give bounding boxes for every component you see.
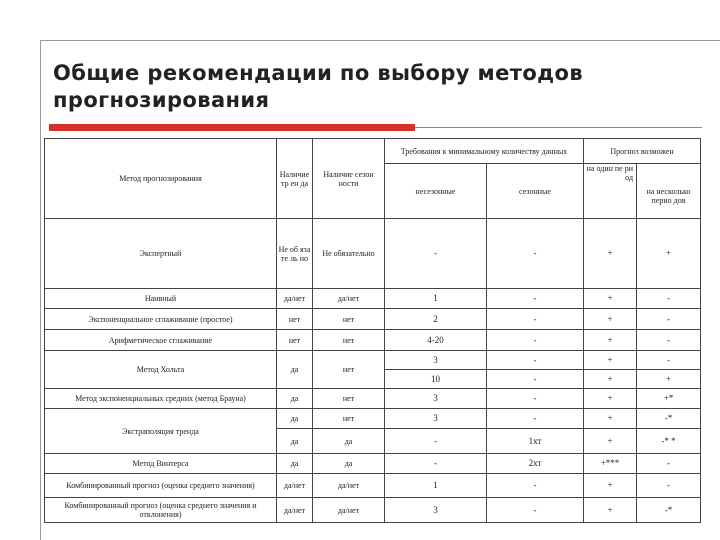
header-several-periods: на несколько перио дов bbox=[637, 174, 701, 219]
table-row: Метод Хольта да нет 3 - + - bbox=[45, 351, 701, 370]
header-one-period: на один пе ри од bbox=[584, 164, 637, 219]
table-row: Наивный да/нет да/нет 1 - + - bbox=[45, 289, 701, 309]
header-min-data: Требования к минимальному количеству данных bbox=[385, 139, 584, 164]
table-row: Арифметическое сглаживание нет нет 4-20 - + - bbox=[45, 330, 701, 351]
header-row-top bbox=[45, 139, 701, 164]
table-row: Метод экспоненциальных средних (метод Брауна) да нет 3 - + +* bbox=[45, 389, 701, 409]
title-underline bbox=[415, 127, 702, 128]
table-row: Метод Винтерса да да - 2хт +*** - bbox=[45, 454, 701, 474]
header-forecast-possible: Прогноз возможен bbox=[584, 139, 701, 164]
title-underline-accent bbox=[49, 124, 415, 131]
table-row: да да - 1хт + -* * bbox=[45, 429, 701, 454]
table-row: Экстраполяция тренда да нет 3 - + -* bbox=[45, 409, 701, 429]
header-method: Метод прогнозирования bbox=[45, 139, 277, 219]
header-seasonal: сезонные bbox=[487, 164, 584, 219]
table-row: Комбинированный прогноз (оценка среднего значения) да/нет да/нет 1 - + - bbox=[45, 474, 701, 498]
table-row: Экспоненциальное сглаживание (простое) нет нет 2 - + - bbox=[45, 309, 701, 330]
header-seasonality: Наличие сезон ности bbox=[313, 139, 385, 219]
table-row: 10 - + + bbox=[45, 370, 701, 389]
header-trend: Наличие тр ен да bbox=[277, 139, 313, 219]
header-nonseasonal: несезонные bbox=[385, 164, 487, 219]
slide-title: Общие рекомендации по выбору методов прогнозирования bbox=[53, 61, 584, 112]
table-row: Комбинированный прогноз (оценка среднего значения и отклонения) да/нет да/нет 3 - + -* bbox=[45, 498, 701, 523]
forecast-methods-table bbox=[44, 138, 701, 523]
table-row: Экспертный Не об яза те ль но Не обязательно - - + + bbox=[45, 219, 701, 289]
